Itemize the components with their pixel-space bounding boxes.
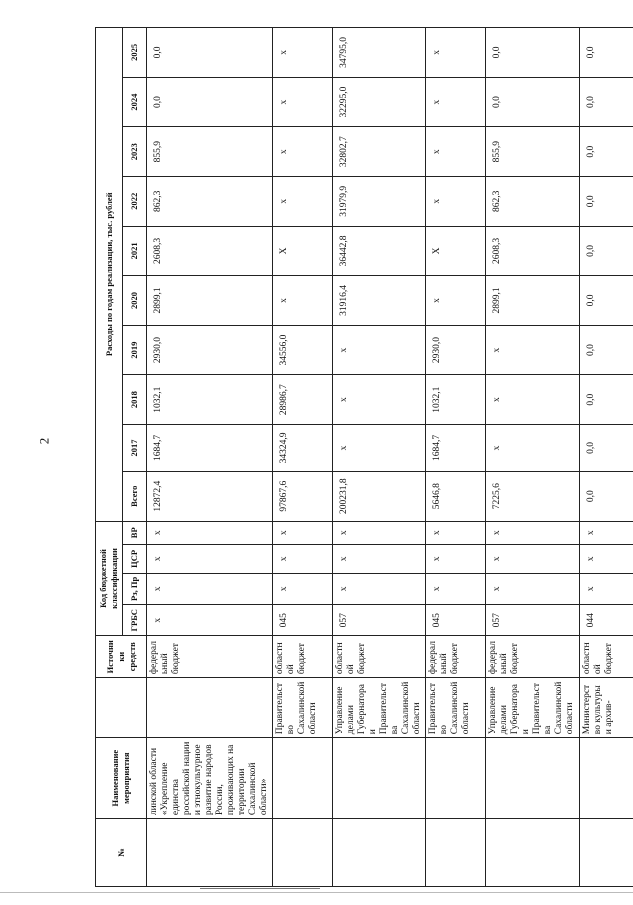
- cell-name: линской области «Укрепление единства российской нации и этнокультурное развитие народов России, проживающих на территории Сахалинской области»: [147, 738, 273, 819]
- cell-value: 045: [273, 605, 333, 636]
- cell-value: X: [426, 226, 486, 276]
- cell-value: x: [273, 28, 333, 78]
- cell-value: 2899,1: [147, 276, 273, 326]
- header-sub: 2018: [123, 375, 147, 425]
- cell-value: 2899,1: [486, 276, 580, 326]
- cell-value: 2930,0: [426, 325, 486, 375]
- cell-value: 5646,8: [426, 471, 486, 521]
- cell-value: 0,0: [580, 325, 633, 375]
- cell-value: x: [333, 545, 426, 574]
- cell-value: 1684,7: [147, 424, 273, 471]
- cell-value: 044: [580, 605, 633, 636]
- header-source: Источники средств: [96, 636, 147, 678]
- header-name: Наименование мероприятия: [96, 738, 147, 819]
- cell-value: 97867,6: [273, 471, 333, 521]
- cell-value: x: [273, 521, 333, 544]
- header-sub: 2025: [123, 28, 147, 78]
- cell-value: 12872,4: [147, 471, 273, 521]
- cell-name: [333, 738, 426, 819]
- cell-value: x: [580, 573, 633, 604]
- cell-no: [580, 819, 633, 887]
- table-row: [486, 28, 580, 887]
- cell-value: 0,0: [580, 276, 633, 326]
- cell-value: 32802,7: [333, 127, 426, 177]
- header-sub: ГРБС: [123, 605, 147, 636]
- cell-value: x: [426, 545, 486, 574]
- cell-value: 32295,0: [333, 77, 426, 127]
- cell-source: областной бюджет: [333, 636, 426, 678]
- cell-value: 0,0: [580, 226, 633, 276]
- cell-value: 0,0: [580, 424, 633, 471]
- cell-no: [486, 819, 580, 887]
- cell-value: 855,9: [486, 127, 580, 177]
- cell-value: 2608,3: [486, 226, 580, 276]
- cell-value: x: [486, 521, 580, 544]
- cell-no: [426, 819, 486, 887]
- cell-value: 2608,3: [147, 226, 273, 276]
- cell-value: x: [580, 521, 633, 544]
- cell-value: 34795,0: [333, 28, 426, 78]
- budget-table-sheet: [95, 27, 614, 887]
- cell-source: федеральный бюджет: [486, 636, 580, 678]
- cell-value: x: [426, 127, 486, 177]
- cell-value: 855,9: [147, 127, 273, 177]
- cell-executor: [147, 678, 273, 738]
- header-sub: ЦСР: [123, 545, 147, 574]
- cell-value: 36442,8: [333, 226, 426, 276]
- cell-value: 0,0: [580, 127, 633, 177]
- cell-value: 0,0: [580, 77, 633, 127]
- header-row-1: [96, 28, 123, 887]
- header-sub: 2023: [123, 127, 147, 177]
- cell-source: областной бюджет: [273, 636, 333, 678]
- table-row: [147, 28, 273, 887]
- header-sub: 2024: [123, 77, 147, 127]
- cell-value: x: [486, 325, 580, 375]
- cell-value: 862,3: [147, 176, 273, 226]
- cell-value: 31979,9: [333, 176, 426, 226]
- header-executor: [96, 678, 147, 738]
- scan-edge-mark: [200, 888, 320, 889]
- cell-value: 34324,9: [273, 424, 333, 471]
- header-sub: 2019: [123, 325, 147, 375]
- cell-value: 31916,4: [333, 276, 426, 326]
- cell-value: x: [333, 573, 426, 604]
- cell-name: [426, 738, 486, 819]
- cell-value: x: [580, 545, 633, 574]
- cell-value: x: [486, 573, 580, 604]
- cell-no: [273, 819, 333, 887]
- cell-executor: Правительство Сахалинской области: [426, 678, 486, 738]
- header-no: №: [96, 819, 147, 887]
- cell-value: x: [273, 573, 333, 604]
- cell-value: 1032,1: [147, 375, 273, 425]
- cell-value: 7225,6: [486, 471, 580, 521]
- cell-value: x: [273, 127, 333, 177]
- header-sub: ВР: [123, 521, 147, 544]
- cell-value: 200231,8: [333, 471, 426, 521]
- cell-value: 057: [333, 605, 426, 636]
- header-budget-code: Код бюджетной классификации: [96, 521, 123, 636]
- cell-value: x: [426, 521, 486, 544]
- cell-no: [147, 819, 273, 887]
- cell-value: x: [333, 424, 426, 471]
- table-row: [426, 28, 486, 887]
- cell-executor: Управление делами Губернатора и Правительства Сахалинской области: [333, 678, 426, 738]
- cell-value: x: [486, 424, 580, 471]
- cell-executor: Правительство Сахалинской области: [273, 678, 333, 738]
- cell-source: федеральный бюджет: [426, 636, 486, 678]
- cell-value: x: [147, 573, 273, 604]
- cell-value: x: [273, 176, 333, 226]
- table-row: [273, 28, 333, 887]
- table-body: [147, 28, 633, 887]
- cell-value: x: [426, 77, 486, 127]
- cell-value: 0,0: [580, 176, 633, 226]
- cell-value: 1032,1: [426, 375, 486, 425]
- cell-value: x: [273, 77, 333, 127]
- header-sub: Рз, Пр: [123, 573, 147, 604]
- header-sub: 2021: [123, 226, 147, 276]
- cell-value: x: [147, 545, 273, 574]
- budget-table: [95, 27, 633, 887]
- cell-name: [580, 738, 633, 819]
- cell-no: [333, 819, 426, 887]
- cell-value: x: [333, 375, 426, 425]
- header-sub: Всего: [123, 471, 147, 521]
- cell-value: 0,0: [486, 28, 580, 78]
- cell-value: x: [486, 375, 580, 425]
- cell-value: 0,0: [486, 77, 580, 127]
- cell-value: 057: [486, 605, 580, 636]
- cell-executor: Министерство культуры и архив-: [580, 678, 633, 738]
- header-expenses: Расходы по годам реализации, тыс. рублей: [96, 28, 123, 522]
- cell-value: 28986,7: [273, 375, 333, 425]
- cell-value: 2930,0: [147, 325, 273, 375]
- cell-value: 0,0: [147, 28, 273, 78]
- cell-value: 0,0: [580, 375, 633, 425]
- cell-value: X: [273, 226, 333, 276]
- header-sub: 2020: [123, 276, 147, 326]
- cell-value: 045: [426, 605, 486, 636]
- cell-value: x: [147, 605, 273, 636]
- table-row: [580, 28, 633, 887]
- cell-source: областной бюджет: [580, 636, 633, 678]
- cell-name: [273, 738, 333, 819]
- cell-value: x: [486, 545, 580, 574]
- cell-value: 862,3: [486, 176, 580, 226]
- cell-value: 0,0: [580, 471, 633, 521]
- page-number: 2: [36, 437, 52, 445]
- cell-value: x: [147, 521, 273, 544]
- cell-value: 0,0: [147, 77, 273, 127]
- scan-edge-line: [0, 892, 633, 893]
- cell-value: 1684,7: [426, 424, 486, 471]
- cell-value: x: [333, 521, 426, 544]
- cell-value: 34556,0: [273, 325, 333, 375]
- cell-value: x: [426, 573, 486, 604]
- cell-value: x: [273, 276, 333, 326]
- cell-value: x: [426, 28, 486, 78]
- cell-value: x: [273, 545, 333, 574]
- cell-value: x: [426, 276, 486, 326]
- cell-value: x: [333, 325, 426, 375]
- cell-value: 0,0: [580, 28, 633, 78]
- header-sub: 2022: [123, 176, 147, 226]
- cell-name: [486, 738, 580, 819]
- cell-source: федеральный бюджет: [147, 636, 273, 678]
- header-sub: 2017: [123, 424, 147, 471]
- cell-executor: Управление делами Губернатора и Правительства Сахалинской области: [486, 678, 580, 738]
- cell-value: x: [426, 176, 486, 226]
- table-row: [333, 28, 426, 887]
